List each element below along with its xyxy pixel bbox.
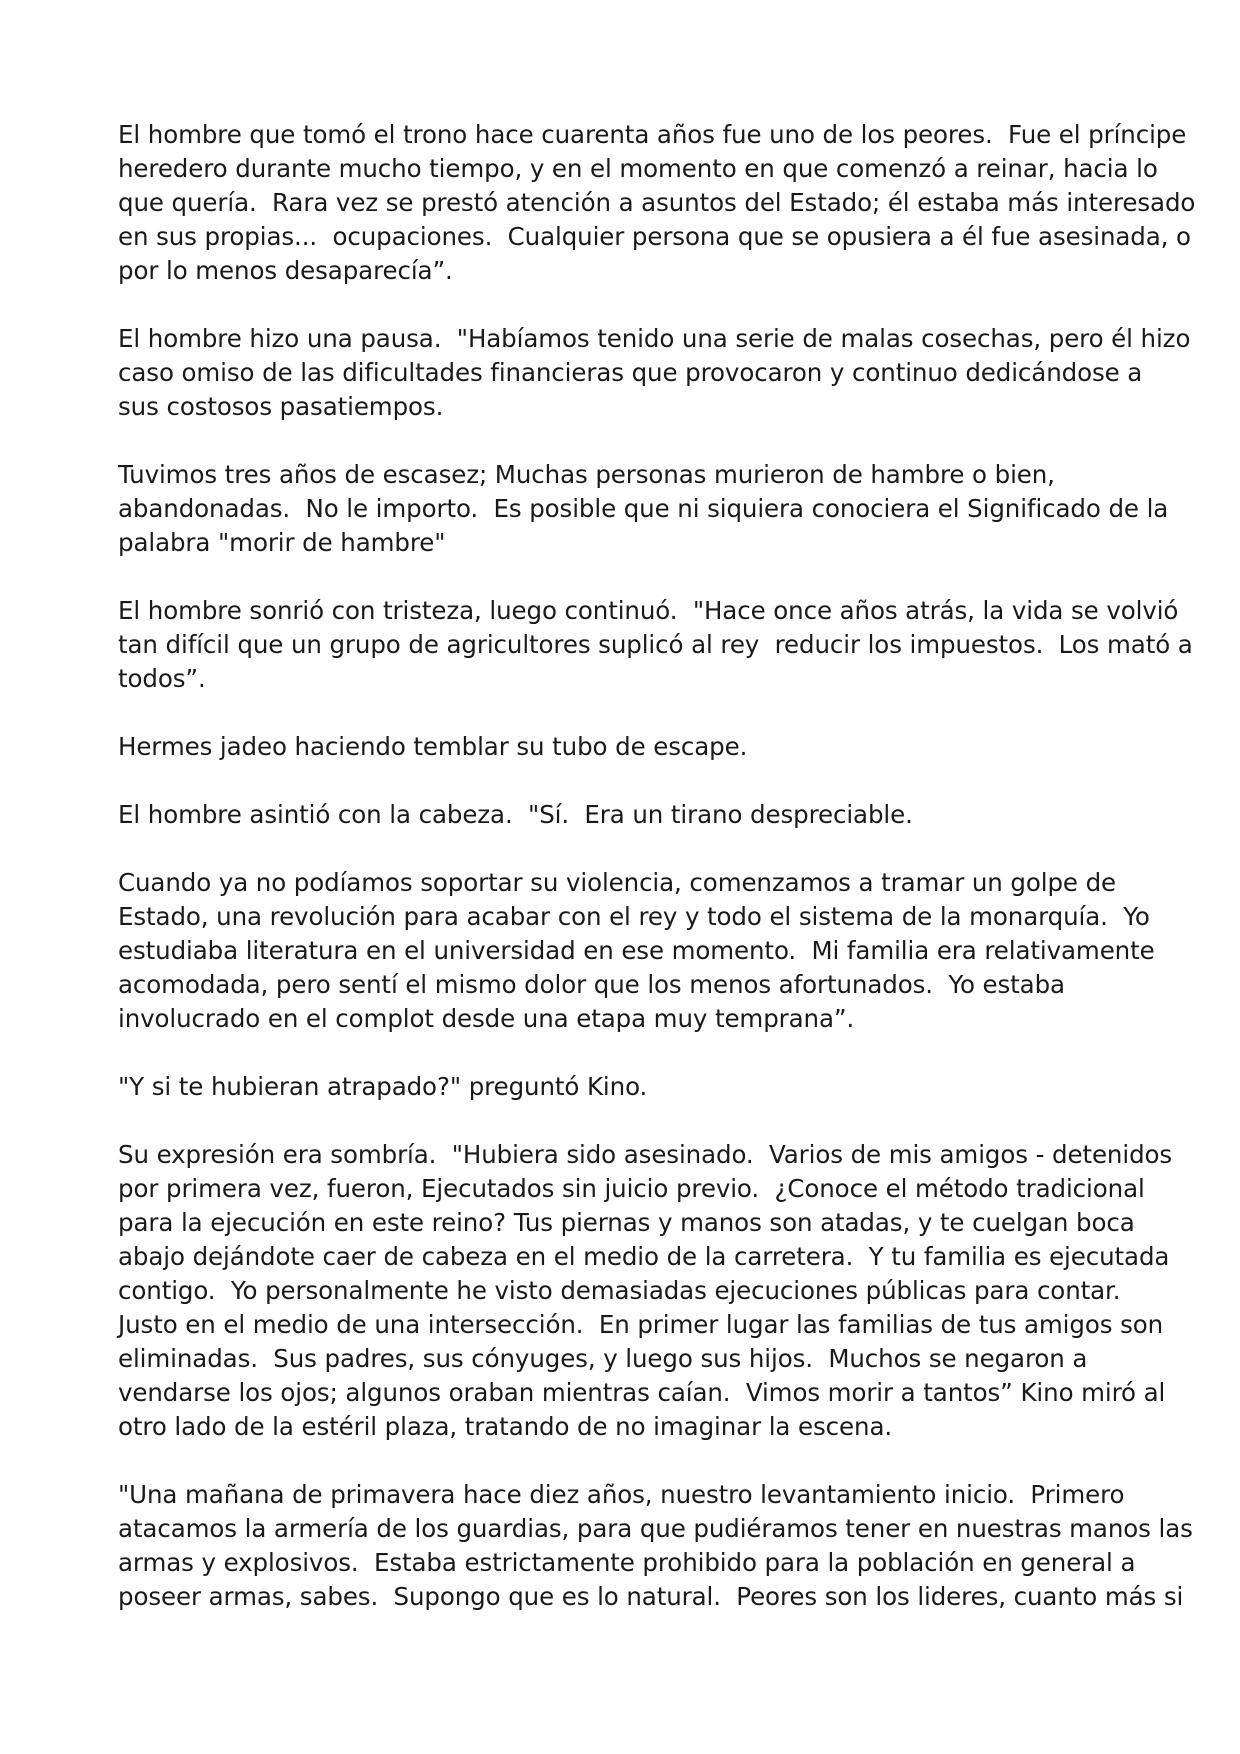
text-line: Estado, una revolución para acabar con el rey y todo el sistema de la monarquía. Yo bbox=[118, 902, 1150, 931]
text-line: abandonadas. No le importo. Es posible que ni siquiera conociera el Significado de la bbox=[118, 494, 1169, 523]
text-line: acomodada, pero sentí el mismo dolor que los menos afortunados. Yo estaba bbox=[118, 970, 1065, 999]
text-line: El hombre sonrió con tristeza, luego continuó. "Hace once años atrás, la vida se volvió bbox=[118, 596, 1179, 625]
paragraph bbox=[118, 594, 1193, 696]
text-line: contigo. Yo personalmente he visto demasiadas ejecuciones públicas para contar. bbox=[118, 1276, 1121, 1305]
text-line: tan difícil que un grupo de agricultores suplicó al rey reducir los impuestos. Los mató a bbox=[118, 630, 1193, 659]
paragraph bbox=[118, 1138, 1173, 1444]
paragraph bbox=[118, 866, 1155, 1036]
text-line: Tuvimos tres años de escasez; Muchas personas murieron de hambre o bien, bbox=[118, 460, 1055, 489]
text-line: "Y si te hubieran atrapado?" preguntó Kino. bbox=[118, 1072, 648, 1101]
text-line: Hermes jadeo haciendo temblar su tubo de escape. bbox=[118, 732, 748, 761]
text-line: otro lado de la estéril plaza, tratando de no imaginar la escena. bbox=[118, 1412, 893, 1441]
text-line: en sus propias... ocupaciones. Cualquier persona que se opusiera a él fue asesinada, o bbox=[118, 222, 1191, 251]
text-line: que quería. Rara vez se prestó atención a asuntos del Estado; él estaba más interesado bbox=[118, 188, 1196, 217]
paragraph bbox=[118, 798, 1138, 832]
paragraph bbox=[118, 1478, 1193, 1614]
paragraph bbox=[118, 118, 1196, 288]
paragraph bbox=[118, 458, 1169, 560]
text-line: abajo dejándote caer de cabeza en el medio de la carretera. Y tu familia es ejecutada bbox=[118, 1242, 1170, 1271]
text-line: estudiaba literatura en el universidad en ese momento. Mi familia era relativamente bbox=[118, 936, 1155, 965]
paragraph bbox=[118, 322, 1191, 424]
text-line: involucrado en el complot desde una etapa muy temprana”. bbox=[118, 1004, 855, 1033]
text-line: Justo en el medio de una intersección. En primer lugar las familias de tus amigos son bbox=[118, 1310, 1164, 1339]
text-line: caso omiso de las dificultades financieras que provocaron y continuo dedicándose a bbox=[118, 358, 1143, 387]
text-line: por lo menos desaparecía”. bbox=[118, 256, 453, 285]
text-line: vendarse los ojos; algunos oraban mientras caían. Vimos morir a tantos” Kino miró al bbox=[118, 1378, 1166, 1407]
text-line: por primera vez, fueron, Ejecutados sin juicio previo. ¿Conoce el método tradicional bbox=[118, 1174, 1145, 1203]
paragraph bbox=[118, 730, 1138, 764]
text-line: para la ejecución en este reino? Tus piernas y manos son atadas, y te cuelgan boca bbox=[118, 1208, 1135, 1237]
text-line: eliminadas. Sus padres, sus cónyuges, y luego sus hijos. Muchos se negaron a bbox=[118, 1344, 1088, 1373]
text-line: atacamos la armería de los guardias, para que pudiéramos tener en nuestras manos las bbox=[118, 1514, 1193, 1543]
text-line: heredero durante mucho tiempo, y en el momento en que comenzó a reinar, hacia lo bbox=[118, 154, 1158, 183]
text-line: sus costosos pasatiempos. bbox=[118, 392, 444, 421]
paragraph bbox=[118, 1070, 1138, 1104]
text-line: poseer armas, sabes. Supongo que es lo natural. Peores son los lideres, cuanto más si bbox=[118, 1582, 1184, 1611]
text-line: El hombre que tomó el trono hace cuarenta años fue uno de los peores. Fue el príncipe bbox=[118, 120, 1187, 149]
text-line: El hombre hizo una pausa. "Habíamos tenido una serie de malas cosechas, pero él hizo bbox=[118, 324, 1191, 353]
text-line: todos”. bbox=[118, 664, 206, 693]
text-line: Su expresión era sombría. "Hubiera sido asesinado. Varios de mis amigos - detenidos bbox=[118, 1140, 1173, 1169]
text-line: "Una mañana de primavera hace diez años, nuestro levantamiento inicio. Primero bbox=[118, 1480, 1125, 1509]
text-line: armas y explosivos. Estaba estrictamente prohibido para la población en general a bbox=[118, 1548, 1136, 1577]
body-text bbox=[118, 118, 1196, 1648]
text-line: Cuando ya no podíamos soportar su violencia, comenzamos a tramar un golpe de bbox=[118, 868, 1117, 897]
text-line: El hombre asintió con la cabeza. "Sí. Era un tirano despreciable. bbox=[118, 800, 913, 829]
text-line: palabra "morir de hambre" bbox=[118, 528, 446, 557]
